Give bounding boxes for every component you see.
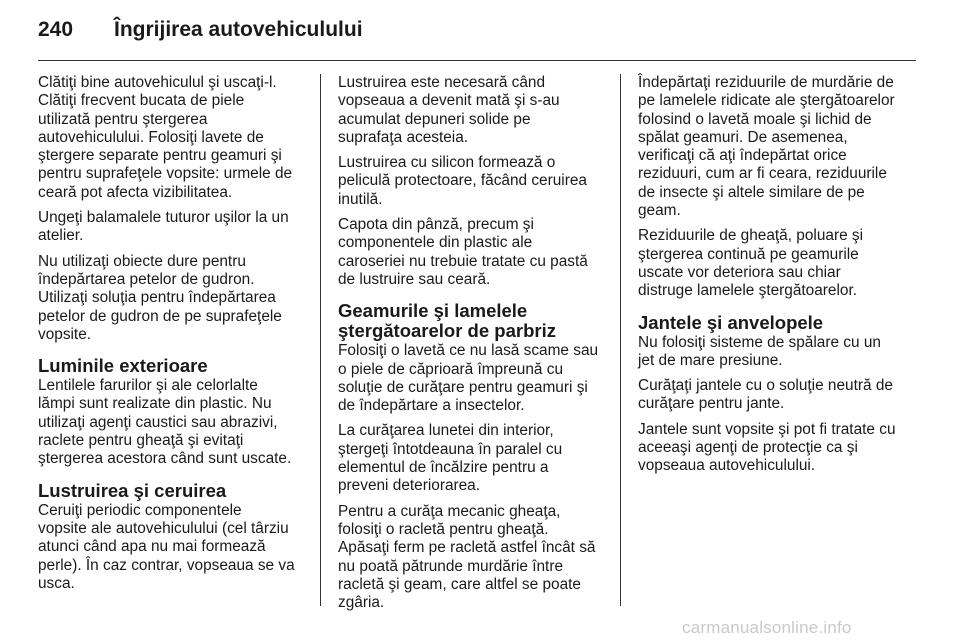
paragraph: Reziduurile de gheaţă, poluare şi ştergerea continuă pe geamurile uscate vor deteriora sau chiar distruge lamelele ştergătoarelor. (638, 227, 864, 300)
column-divider-1 (320, 74, 321, 606)
paragraph: Îndepărtaţi reziduurile de murdărie de pe lamelele ridicate ale ştergătoarelor folosind o lavetă moale şi lichid de spălat geamuri. De asemenea, verificaţi că aţi îndepărtat orice reziduuri, cum ar fi ceara, reziduurile de insecte şi altele similare de pe geam. (638, 74, 895, 220)
section-heading-exterior-lights: Luminile exterioare (38, 355, 208, 377)
page-header (38, 12, 918, 52)
paragraph: Lentilele farurilor şi ale celorlalte lămpi sunt realizate din plastic. Nu utilizaţi agenţi caustici sau abrazivi, raclete pentru gheaţă şi evitaţi ştergerea acestora când sunt uscate. (38, 377, 292, 468)
column-divider-2 (620, 74, 621, 606)
paragraph: Ungeţi balamalele tuturor uşilor la un atelier. (38, 209, 289, 245)
paragraph: Curăţaţi jantele cu o soluţie neutră de curăţare pentru jante. (638, 377, 893, 413)
section-heading-windows-wipers: Geamurile şi lamelele ştergătoarelor de parbriz (338, 300, 556, 342)
text-column-3 (638, 74, 906, 483)
paragraph: Jantele sunt vopsite şi pot fi tratate cu aceeaşi agenţi de protecţie ca şi vopseaua autovehiculului. (638, 420, 896, 475)
page-number: 240 (38, 18, 74, 41)
text-column-2 (338, 74, 606, 619)
paragraph: La curăţarea lunetei din interior, ştergeţi întotdeauna în paralel cu elementul de încălzire pentru a preveni deteriorarea. (338, 422, 563, 495)
paragraph: Capota din pânză, precum şi componentele din plastic ale caroseriei nu trebuie tratate cu pastă de lustruire sau ceară. (338, 216, 588, 288)
watermark-text: carmanualsonline.info (682, 618, 852, 637)
text-column-1 (38, 74, 306, 600)
running-title: Îngrijirea autovehiculului (114, 18, 363, 41)
paragraph: Nu folosiţi sisteme de spălare cu un jet de mare presiune. (638, 333, 881, 369)
paragraph: Folosiţi o lavetă ce nu lasă scame sau o piele de căprioară împreună cu soluţie de curăţare pentru geamuri şi de îndepărtare a insectelor. (338, 342, 599, 415)
paragraph: Lustruirea este necesară când vopseaua a devenit mată şi s-au acumulat depuneri solide pe suprafaţa acesteia. (338, 74, 560, 146)
paragraph: Clătiţi bine autovehiculul şi uscaţi-l. Clătiţi frecvent bucata de piele utilizată pentru ştergerea autovehiculului. Folosiţi lavete de ştergere separate pentru geamuri şi pentru suprafeţele vopsite: urmele de ceară pot afecta vizibilitatea. (38, 74, 293, 201)
section-heading-polishing-waxing: Lustruirea şi ceruirea (38, 479, 227, 501)
header-divider (38, 60, 916, 61)
paragraph: Pentru a curăţa mecanic gheaţa, folosiţi o racletă pentru gheaţă. Apăsaţi ferm pe racletă astfel încât să nu poată pătrunde murdărie între racletă şi geam, care altfel se poate zgâria. (338, 502, 596, 612)
paragraph: Ceruiţi periodic componentele vopsite ale autovehiculului (cel târziu atunci când apa nu mai formează perle). În caz contrar, vopseaua se va usca. (38, 501, 295, 592)
section-heading-wheels-tyres: Jantele şi anvelopele (638, 311, 824, 333)
paragraph: Nu utilizaţi obiecte dure pentru îndepărtarea petelor de gudron. Utilizaţi soluţia pentru îndepărtarea petelor de gudron de pe suprafeţele vopsite. (38, 252, 282, 343)
paragraph: Lustruirea cu silicon formează o peliculă protectoare, făcând ceruirea inutilă. (338, 154, 587, 208)
